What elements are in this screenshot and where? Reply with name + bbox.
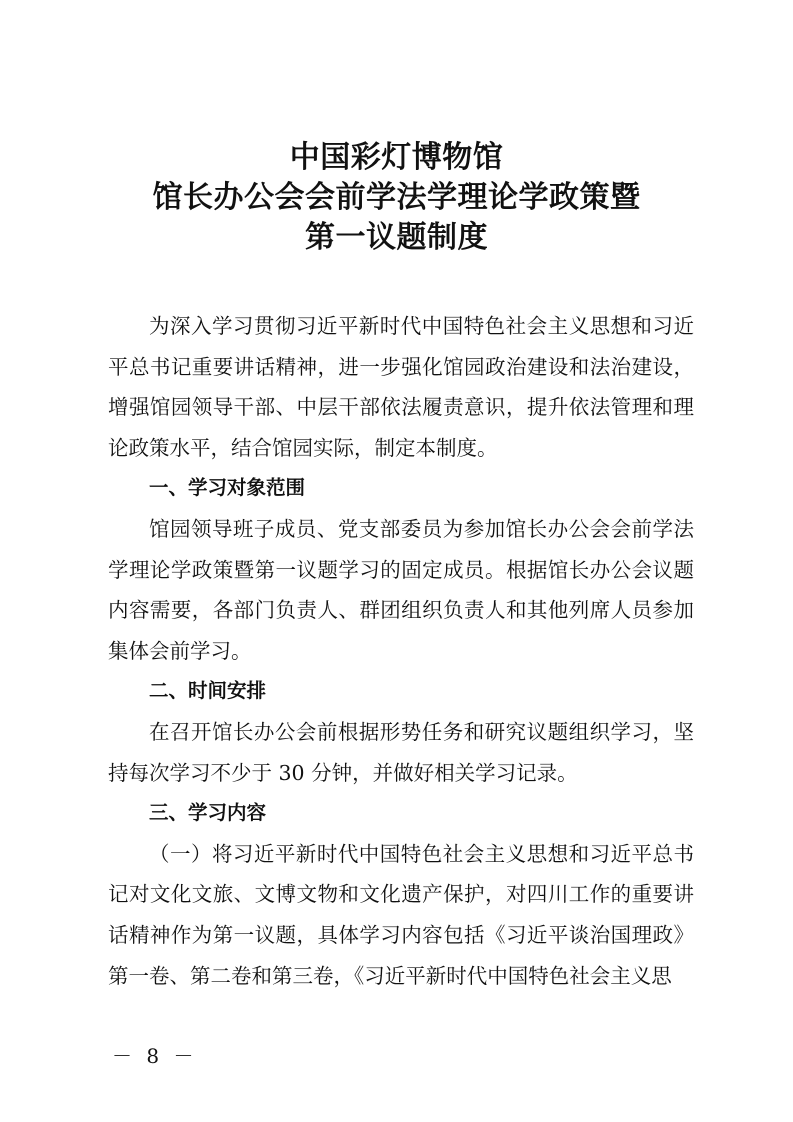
section-1-paragraph: 馆园领导班子成员、党支部委员为参加馆长办公会会前学法学理论学政策暨第一议题学习的固定成员。根据馆长办公会议题内容需要，各部门负责人、群团组织负责人和其他列席人员参加集体会前学习。 [108,516,694,663]
section-2-paragraph: 在召开馆长办公会前根据形势任务和研究议题组织学习，坚持每次学习不少于 30 分钟，并做好相关学习记录。 [108,719,694,785]
section-1-heading: 一、学习对象范围 [149,476,306,500]
section-3-paragraph: （一）将习近平新时代中国特色社会主义思想和习近平总书记对文化文旅、文博文物和文化遗产保护，对四川工作的重要讲话精神作为第一议题，具体学习内容包括《习近平谈治国理政》第一卷、第二卷和第三卷，《习近平新时代中国特色社会主义思 [108,841,694,988]
section-3-heading: 三、学习内容 [149,801,267,825]
title-line-1: 中国彩灯博物馆 [289,140,504,175]
intro-paragraph: 为深入学习贯彻习近平新时代中国特色社会主义思想和习近平总书记重要讲话精神，进一步强化馆园政治建设和法治建设，增强馆园领导干部、中层干部依法履责意识，提升依法管理和理论政策水平，结合馆园实际，制定本制度。 [108,314,694,460]
document-title [0,138,793,258]
section-2-heading: 二、时间安排 [149,679,267,703]
document-body [108,306,694,996]
title-line-3: 第一议题制度 [305,220,488,255]
title-line-2: 馆长办公会会前学法学理论学政策暨 [152,180,641,215]
page-number: － 8 － [112,1044,198,1068]
